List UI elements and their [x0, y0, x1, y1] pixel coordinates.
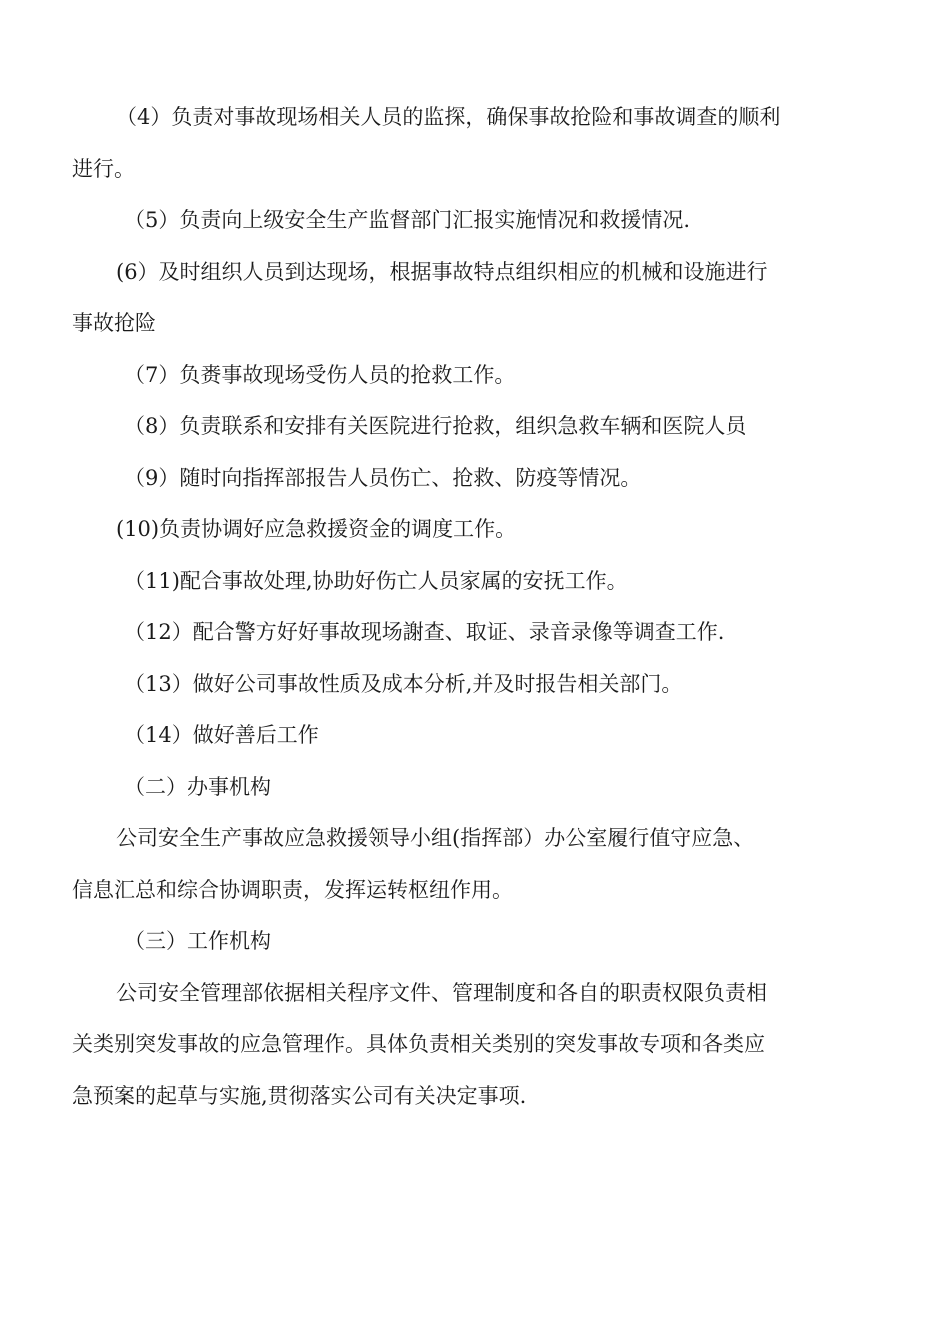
paragraph-line-20: 急预案的起草与实施,贯彻落实公司有关决定事项.	[72, 1083, 527, 1108]
paragraph-line-10: （11)配合事故处理,协助好伤亡人员家属的安抚工作。	[124, 568, 628, 593]
paragraph-line-11: （12）配合警方好好事故现场謝查、取证、录音录像等调查工作.	[124, 620, 725, 644]
paragraph-line-7: （8）负责联系和安排有关医院进行抢救，组织急救车辆和医院人员	[124, 414, 747, 438]
paragraph-line-2: 进行。	[72, 156, 135, 181]
paragraph-line-12: （13）做好公司事故性质及成本分析,并及时报告相关部门。	[124, 671, 683, 696]
paragraph-line-16: 信息汇总和综合协调职责，发挥运转枢纽作用。	[72, 877, 513, 902]
document-page	[72, 92, 822, 1122]
paragraph-line-3: （5）负责向上级安全生产监督部门汇报实施情况和救援情况.	[124, 208, 691, 232]
paragraph-line-13: （14）做好善后工作	[124, 723, 319, 747]
paragraph-line-9: (10)负责协调好应急救援资金的调度工作。	[116, 517, 517, 541]
paragraph-line-4: (6）及时组织人员到达现场，根据事故特点组织相应的机械和设施进行	[116, 259, 768, 284]
paragraph-line-8: （9）随时向指挥部报告人员伤亡、抢救、防疫等情况。	[124, 465, 642, 490]
section-heading-office: （二）办事机构	[124, 774, 271, 799]
paragraph-line-6: （7）负赉事故现场受伤人员的抢救工作。	[124, 362, 516, 387]
paragraph-line-19: 关类别突发事故的应急管理作。具体负责相关类别的突发事故专项和各类应	[72, 1032, 765, 1056]
paragraph-line-15: 公司安全生产事故应急救援领导小组(指挥部）办公室履行值守应急、	[116, 826, 755, 850]
paragraph-line-1: （4）负责对事故现场相关人员的监探，确保事故抢险和事故调查的顺利	[116, 105, 781, 129]
paragraph-line-18: 公司安全管理部依据相关程序文件、管理制度和各自的职责权限负责相	[116, 980, 767, 1005]
paragraph-line-5: 事故抢险	[72, 311, 156, 335]
section-heading-working: （三）工作机构	[124, 929, 271, 953]
